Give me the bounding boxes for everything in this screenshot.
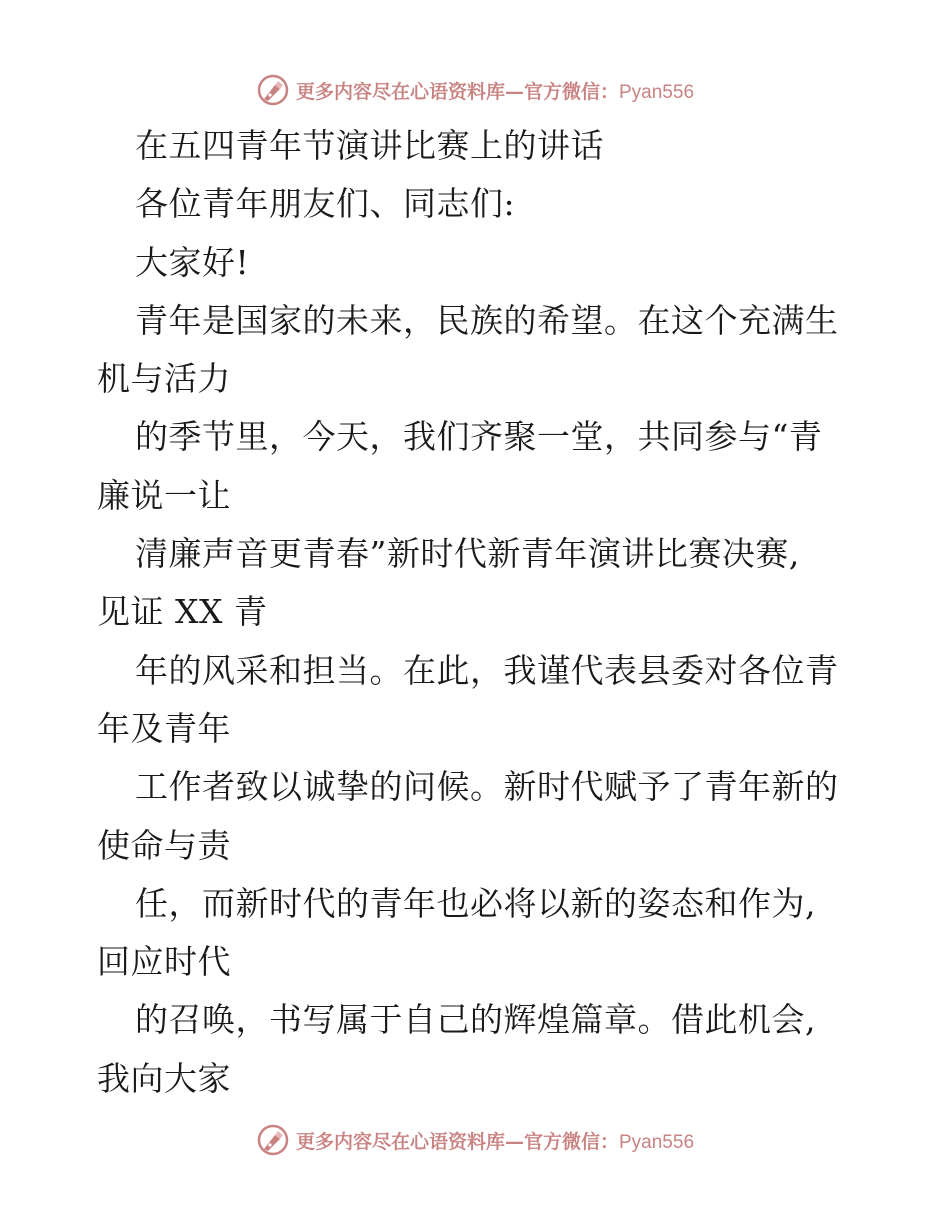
document-title: 在五四青年节演讲比赛上的讲话 [135, 126, 604, 165]
text-line: 廉说一让 [97, 475, 231, 515]
text-line: 见证 XX 青 [97, 592, 268, 632]
text-line: 我向大家 [97, 1058, 231, 1098]
banner-slogan: 更多内容尽在心语资料库—官方微信： [295, 1130, 619, 1153]
banner-text [296, 1127, 694, 1154]
text-line: 机与活力 [97, 359, 231, 399]
text-line: 任，而新时代的青年也必将以新的姿态和作为, [135, 883, 816, 923]
text-line: 清廉声音更青春”新时代新青年演讲比赛决赛, [135, 534, 800, 574]
text-line: 大家好! [135, 242, 250, 282]
header-banner [0, 70, 950, 110]
text-line: 各位青年朋友们、同志们: [135, 184, 516, 224]
pen-nib-circle-icon [256, 1123, 290, 1157]
text-line: 年及青年 [97, 708, 231, 748]
footer-banner [0, 1120, 950, 1160]
text-line: 年的风采和担当。在此，我谨代表县委对各位青 [135, 650, 839, 690]
wechat-id: Pyan556 [619, 1131, 695, 1153]
text-line: 回应时代 [97, 942, 231, 982]
text-line: 青年是国家的未来，民族的希望。在这个充满生 [135, 300, 839, 340]
text-line: 的季节里，今天，我们齐聚一堂，共同参与“青 [135, 417, 823, 457]
text-line: 使命与责 [97, 825, 231, 865]
document-body [97, 117, 857, 1108]
banner-slogan: 更多内容尽在心语资料库—官方微信： [295, 80, 619, 103]
text-line: 工作者致以诚挚的问候。新时代赋予了青年新的 [135, 767, 839, 807]
banner-text [296, 77, 694, 104]
text-line: 的召唤，书写属于自己的辉煌篇章。借此机会, [135, 1000, 816, 1040]
wechat-id: Pyan556 [619, 81, 695, 103]
pen-nib-circle-icon [256, 73, 290, 107]
